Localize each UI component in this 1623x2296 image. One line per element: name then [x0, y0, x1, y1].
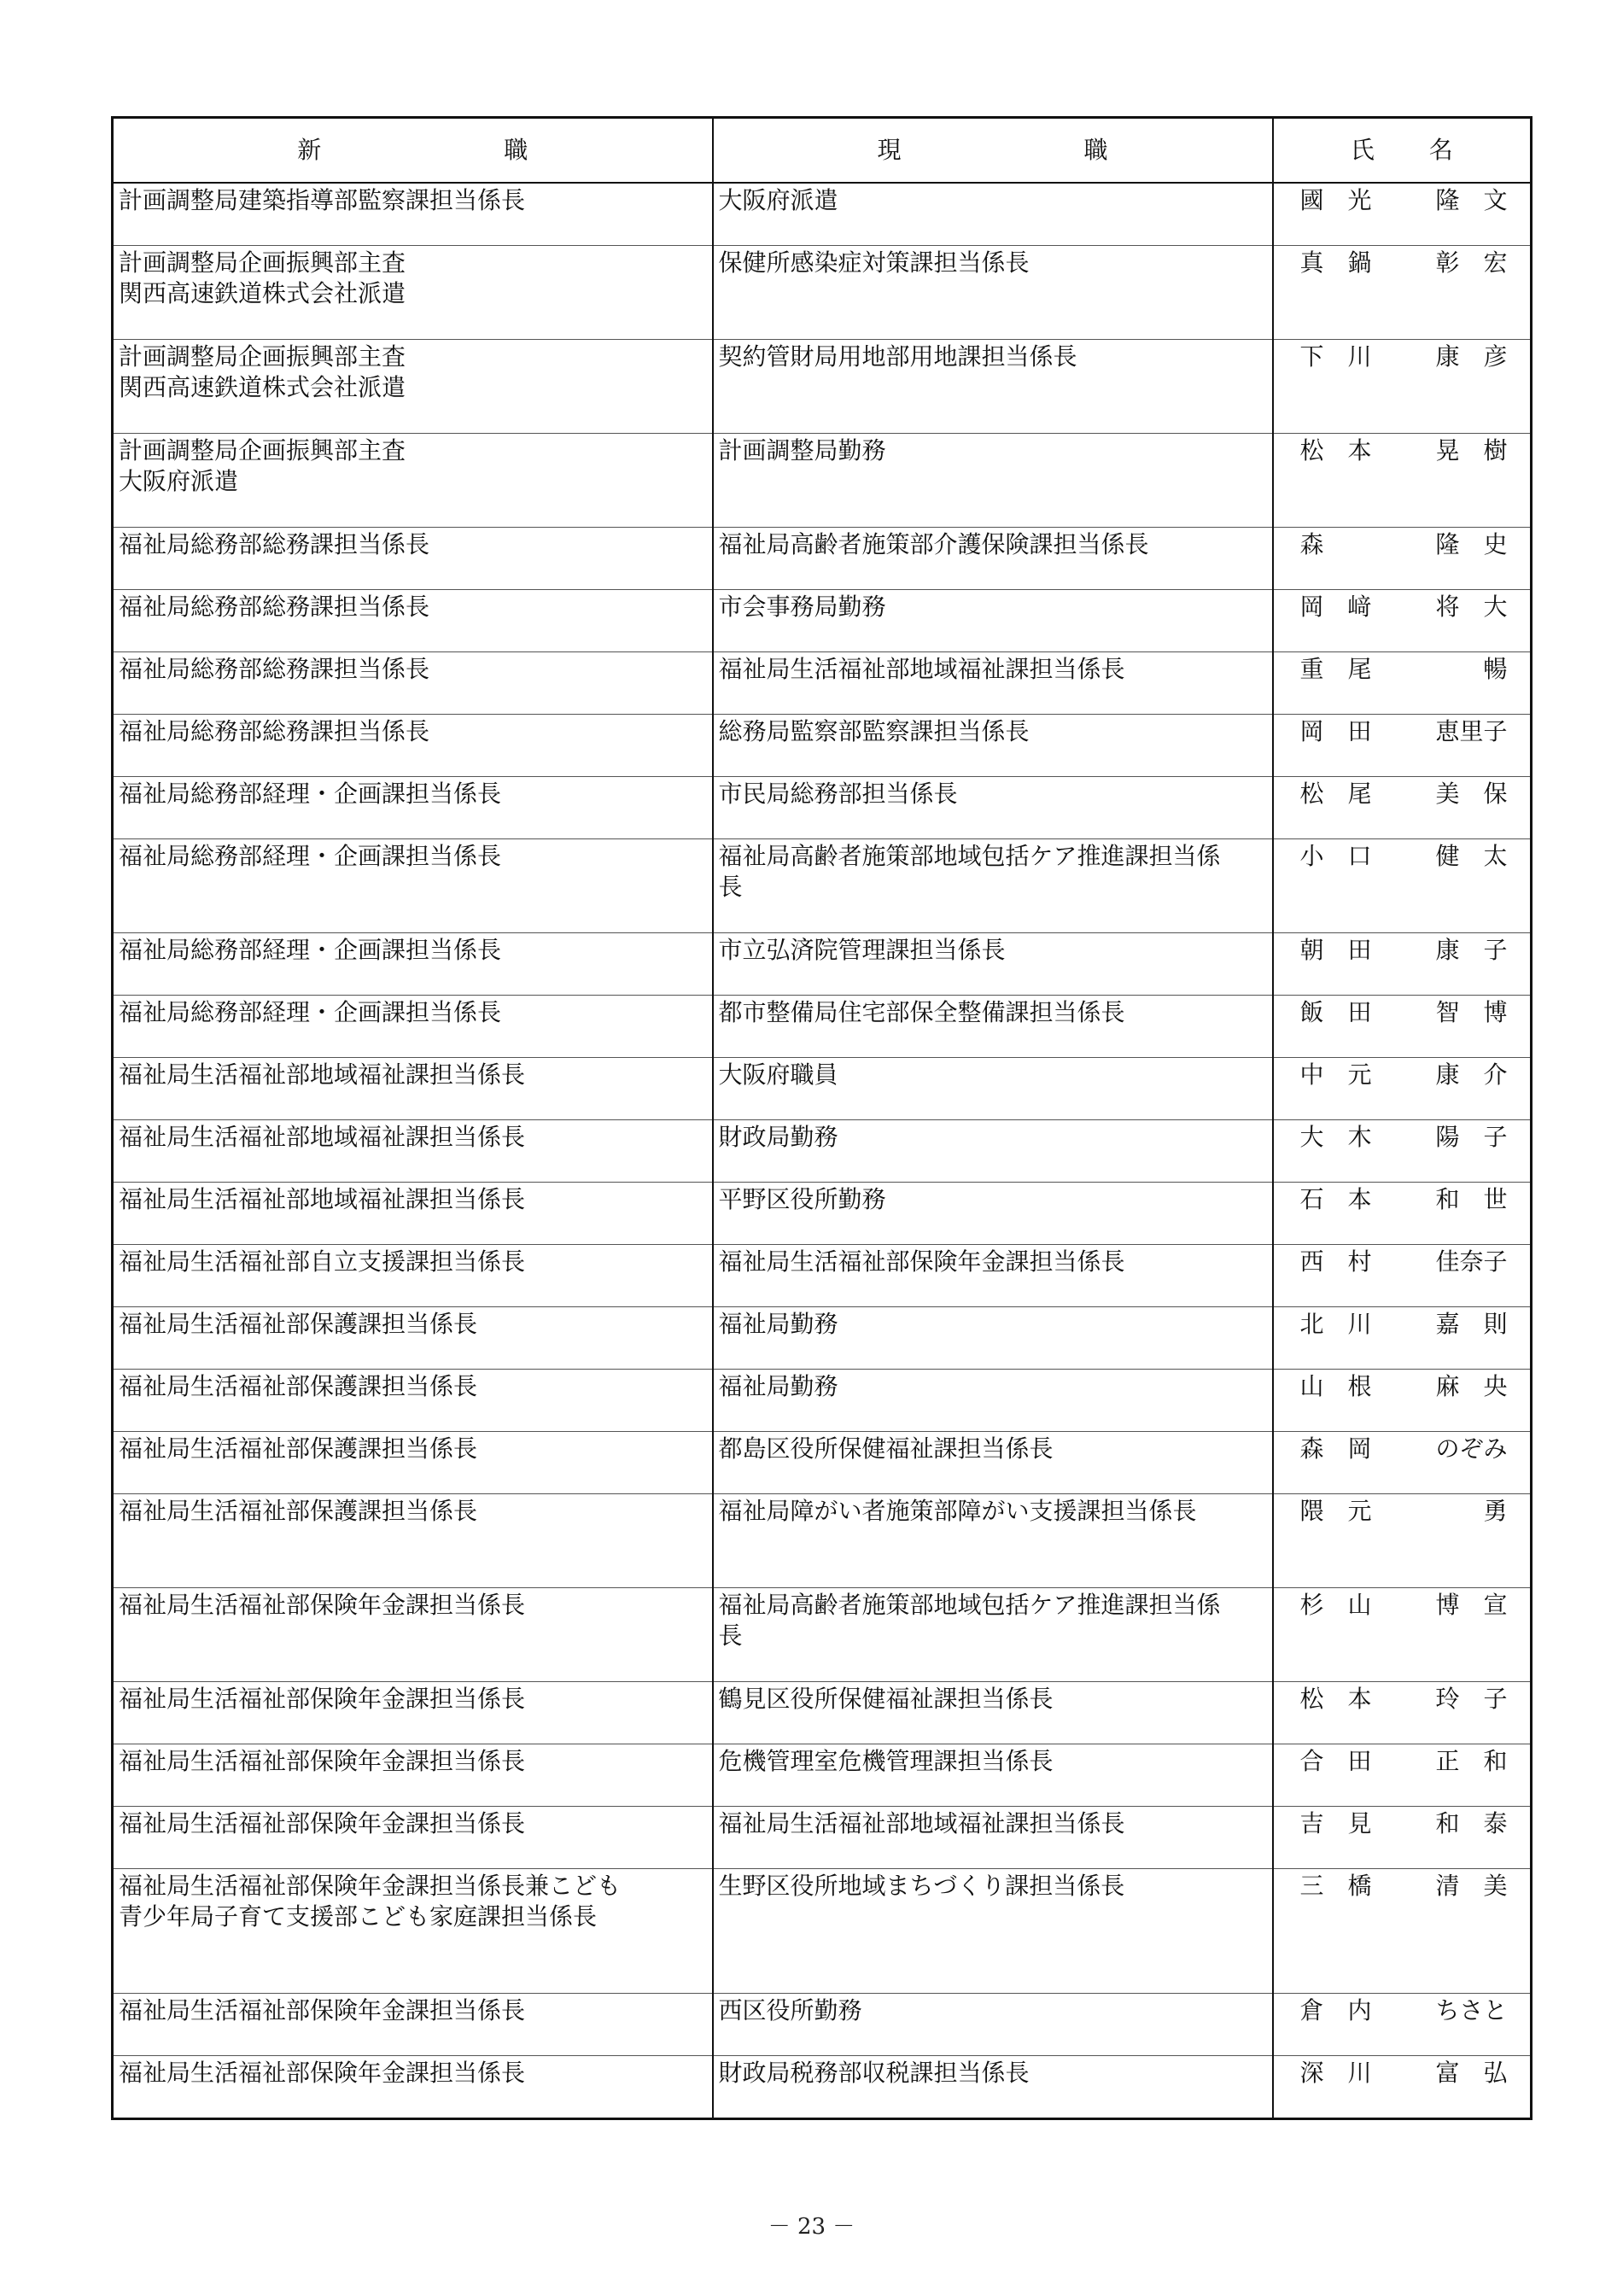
name-cell: [1273, 996, 1532, 1058]
new-position-text: 福祉局総務部経理・企画課担当係長: [119, 998, 502, 1026]
table-row: [113, 434, 1532, 528]
new-position-cell: [113, 1994, 713, 2056]
table-row: [113, 933, 1532, 996]
table-row: [113, 652, 1532, 715]
family-name: 三 橋: [1299, 1872, 1372, 1900]
name-cell: [1273, 777, 1532, 839]
current-position-text: 鶴見区役所保健福祉課担当係長: [718, 1685, 1054, 1713]
family-name: 岡 田: [1299, 717, 1372, 745]
new-position-text: 福祉局生活福祉部保険年金課担当係長兼こども 青少年局子育て支援部こども家庭課担当係長: [119, 1872, 622, 1931]
new-position-cell: [113, 1432, 713, 1494]
given-name: 康 介: [1435, 1060, 1508, 1089]
current-position-cell: [713, 2056, 1273, 2119]
new-position-cell: [113, 246, 713, 340]
table-row: [113, 1494, 1532, 1588]
family-name: 大 木: [1299, 1123, 1372, 1151]
family-name: 西 村: [1299, 1247, 1372, 1276]
family-name: 森: [1299, 530, 1324, 558]
current-position-text: 危機管理室危機管理課担当係長: [718, 1747, 1054, 1775]
current-position-text: 福祉局勤務: [718, 1310, 838, 1338]
current-position-text: 市会事務局勤務: [718, 593, 886, 621]
family-name: 松 本: [1299, 436, 1372, 464]
header-name: [1273, 118, 1532, 184]
name-cell: [1273, 933, 1532, 996]
header-current-position-char-1: 現: [877, 136, 902, 164]
current-position-cell: [713, 590, 1273, 652]
current-position-cell: [713, 528, 1273, 590]
current-position-cell: [713, 1245, 1273, 1307]
new-position-cell: [113, 839, 713, 933]
new-position-cell: [113, 1245, 713, 1307]
name-cell: [1273, 2056, 1532, 2119]
new-position-text: 福祉局総務部経理・企画課担当係長: [119, 936, 502, 964]
new-position-cell: [113, 996, 713, 1058]
current-position-cell: [713, 1370, 1273, 1432]
new-position-text: 福祉局生活福祉部保護課担当係長: [119, 1372, 478, 1400]
current-position-text: 福祉局高齢者施策部地域包括ケア推進課担当係 長: [718, 842, 1221, 901]
name-cell: [1273, 1994, 1532, 2056]
given-name: 陽 子: [1435, 1123, 1508, 1151]
new-position-text: 福祉局生活福祉部保険年金課担当係長: [119, 1685, 526, 1713]
name-cell: [1273, 1807, 1532, 1869]
new-position-text: 福祉局総務部総務課担当係長: [119, 717, 430, 745]
current-position-text: 市立弘済院管理課担当係長: [718, 936, 1006, 964]
name-cell: [1273, 1120, 1532, 1183]
given-name: 智 博: [1435, 998, 1508, 1026]
new-position-text: 福祉局生活福祉部保護課担当係長: [119, 1497, 478, 1525]
table-row: [113, 839, 1532, 933]
name-cell: [1273, 1370, 1532, 1432]
current-position-cell: [713, 1058, 1273, 1120]
new-position-cell: [113, 590, 713, 652]
table-row: [113, 246, 1532, 340]
name-cell: [1273, 652, 1532, 715]
table-row: [113, 1744, 1532, 1807]
table-row: [113, 1869, 1532, 1994]
new-position-cell: [113, 1370, 713, 1432]
table-row: [113, 1058, 1532, 1120]
new-position-cell: [113, 1307, 713, 1370]
current-position-cell: [713, 1869, 1273, 1994]
current-position-text: 福祉局高齢者施策部介護保険課担当係長: [718, 530, 1149, 558]
name-cell: [1273, 1494, 1532, 1588]
family-name: 山 根: [1299, 1372, 1372, 1400]
name-cell: [1273, 590, 1532, 652]
current-position-text: 福祉局生活福祉部地域福祉課担当係長: [718, 655, 1125, 683]
name-cell: [1273, 1307, 1532, 1370]
family-name: 岡 﨑: [1299, 593, 1372, 621]
new-position-cell: [113, 1869, 713, 1994]
new-position-text: 福祉局総務部経理・企画課担当係長: [119, 780, 502, 808]
new-position-text: 福祉局生活福祉部保険年金課担当係長: [119, 1591, 526, 1619]
current-position-cell: [713, 996, 1273, 1058]
current-position-cell: [713, 1432, 1273, 1494]
family-name: 國 光: [1299, 186, 1372, 214]
given-name: 富 弘: [1435, 2059, 1508, 2087]
family-name: 飯 田: [1299, 998, 1372, 1026]
new-position-text: 福祉局生活福祉部地域福祉課担当係長: [119, 1185, 526, 1213]
given-name: 佳奈子: [1435, 1247, 1508, 1276]
new-position-text: 福祉局生活福祉部保護課担当係長: [119, 1310, 478, 1338]
family-name: 石 本: [1299, 1185, 1372, 1213]
new-position-cell: [113, 1494, 713, 1588]
current-position-cell: [713, 777, 1273, 839]
name-cell: [1273, 839, 1532, 933]
new-position-text: 福祉局生活福祉部保険年金課担当係長: [119, 1809, 526, 1837]
current-position-cell: [713, 715, 1273, 777]
header-name-char-2: 名: [1428, 136, 1453, 164]
new-position-cell: [113, 1807, 713, 1869]
new-position-text: 福祉局生活福祉部保険年金課担当係長: [119, 2059, 526, 2087]
new-position-cell: [113, 340, 713, 434]
new-position-cell: [113, 528, 713, 590]
current-position-cell: [713, 652, 1273, 715]
header-current-position: [713, 118, 1273, 184]
given-name: 清 美: [1435, 1872, 1508, 1900]
family-name: 隈 元: [1299, 1497, 1372, 1525]
family-name: 松 本: [1299, 1685, 1372, 1713]
given-name: 健 太: [1435, 842, 1508, 870]
table-row: [113, 1183, 1532, 1245]
current-position-text: 財政局勤務: [718, 1123, 838, 1151]
new-position-cell: [113, 777, 713, 839]
new-position-text: 福祉局総務部経理・企画課担当係長: [119, 842, 502, 870]
header-new-position: [113, 118, 713, 184]
family-name: 松 尾: [1299, 780, 1372, 808]
new-position-cell: [113, 1682, 713, 1744]
current-position-text: 財政局税務部収税課担当係長: [718, 2059, 1030, 2087]
given-name: 麻 央: [1435, 1372, 1508, 1400]
family-name: 吉 見: [1299, 1809, 1372, 1837]
given-name: 玲 子: [1435, 1685, 1508, 1713]
name-cell: [1273, 1432, 1532, 1494]
given-name: 正 和: [1435, 1747, 1508, 1775]
new-position-text: 福祉局総務部総務課担当係長: [119, 530, 430, 558]
given-name: 康 子: [1435, 936, 1508, 964]
current-position-text: 市民局総務部担当係長: [718, 780, 958, 808]
current-position-cell: [713, 1588, 1273, 1682]
new-position-text: 福祉局総務部総務課担当係長: [119, 655, 430, 683]
new-position-cell: [113, 933, 713, 996]
new-position-text: 福祉局生活福祉部保護課担当係長: [119, 1434, 478, 1463]
given-name: 将 大: [1435, 593, 1508, 621]
family-name: 倉 内: [1299, 1996, 1372, 2024]
page-number: － 23 －: [768, 2214, 855, 2240]
family-name: 小 口: [1299, 842, 1372, 870]
current-position-text: 都島区役所保健福祉課担当係長: [718, 1434, 1054, 1463]
given-name: ちさと: [1435, 1996, 1508, 2024]
table-header-row: [113, 118, 1532, 184]
new-position-text: 福祉局生活福祉部地域福祉課担当係長: [119, 1123, 526, 1151]
current-position-text: 福祉局勤務: [718, 1372, 838, 1400]
given-name: 嘉 則: [1435, 1310, 1508, 1338]
family-name: 中 元: [1299, 1060, 1372, 1089]
current-position-cell: [713, 1994, 1273, 2056]
new-position-cell: [113, 652, 713, 715]
new-position-cell: [113, 434, 713, 528]
current-position-text: 都市整備局住宅部保全整備課担当係長: [718, 998, 1125, 1026]
current-position-cell: [713, 1307, 1273, 1370]
given-name: 暢: [1483, 655, 1508, 683]
new-position-text: 福祉局生活福祉部保険年金課担当係長: [119, 1996, 526, 2024]
family-name: 重 尾: [1299, 655, 1372, 683]
current-position-cell: [713, 1807, 1273, 1869]
table-row: [113, 2056, 1532, 2119]
current-position-text: 保健所感染症対策課担当係長: [718, 248, 1030, 277]
current-position-text: 福祉局障がい者施策部障がい支援課担当係長: [718, 1497, 1197, 1525]
table-row: [113, 590, 1532, 652]
name-cell: [1273, 1183, 1532, 1245]
current-position-cell: [713, 1120, 1273, 1183]
new-position-cell: [113, 1058, 713, 1120]
name-cell: [1273, 528, 1532, 590]
table-row: [113, 183, 1532, 246]
current-position-text: 大阪府派遣: [718, 186, 838, 214]
header-new-position-char-1: 新: [297, 136, 322, 164]
name-cell: [1273, 1245, 1532, 1307]
new-position-cell: [113, 1183, 713, 1245]
table-row: [113, 1370, 1532, 1432]
new-position-text: 計画調整局企画振興部主査 大阪府派遣: [119, 436, 406, 495]
table-row: [113, 1120, 1532, 1183]
header-new-position-char-2: 職: [504, 136, 528, 164]
new-position-text: 福祉局生活福祉部保険年金課担当係長: [119, 1747, 526, 1775]
name-cell: [1273, 1058, 1532, 1120]
current-position-cell: [713, 1682, 1273, 1744]
given-name: 和 泰: [1435, 1809, 1508, 1837]
current-position-text: 福祉局生活福祉部地域福祉課担当係長: [718, 1809, 1125, 1837]
family-name: 森 岡: [1299, 1434, 1372, 1463]
current-position-cell: [713, 1183, 1273, 1245]
given-name: 恵里子: [1435, 717, 1508, 745]
family-name: 朝 田: [1299, 936, 1372, 964]
current-position-text: 契約管財局用地部用地課担当係長: [718, 342, 1077, 371]
current-position-text: 福祉局高齢者施策部地域包括ケア推進課担当係 長: [718, 1591, 1221, 1650]
name-cell: [1273, 183, 1532, 246]
current-position-text: 大阪府職員: [718, 1060, 838, 1089]
given-name: 美 保: [1435, 780, 1508, 808]
new-position-text: 計画調整局企画振興部主査 関西高速鉄道株式会社派遣: [119, 248, 406, 307]
current-position-cell: [713, 1494, 1273, 1588]
current-position-cell: [713, 839, 1273, 933]
table-row: [113, 1245, 1532, 1307]
personnel-transfer-table: [111, 116, 1533, 2120]
new-position-text: 計画調整局企画振興部主査 関西高速鉄道株式会社派遣: [119, 342, 406, 401]
current-position-cell: [713, 183, 1273, 246]
current-position-cell: [713, 246, 1273, 340]
table-row: [113, 777, 1532, 839]
table-row: [113, 1807, 1532, 1869]
given-name: 勇: [1483, 1497, 1508, 1525]
new-position-text: 福祉局総務部総務課担当係長: [119, 593, 430, 621]
current-position-cell: [713, 1744, 1273, 1807]
table-row: [113, 715, 1532, 777]
family-name: 下 川: [1299, 342, 1372, 371]
name-cell: [1273, 1744, 1532, 1807]
new-position-cell: [113, 183, 713, 246]
current-position-text: 計画調整局勤務: [718, 436, 886, 464]
table-row: [113, 528, 1532, 590]
family-name: 深 川: [1299, 2059, 1372, 2087]
name-cell: [1273, 1869, 1532, 1994]
current-position-cell: [713, 340, 1273, 434]
current-position-text: 平野区役所勤務: [718, 1185, 886, 1213]
header-current-position-char-2: 職: [1083, 136, 1108, 164]
table-row: [113, 340, 1532, 434]
family-name: 真 鍋: [1299, 248, 1372, 277]
current-position-cell: [713, 434, 1273, 528]
given-name: 隆 史: [1435, 530, 1508, 558]
new-position-cell: [113, 1744, 713, 1807]
new-position-cell: [113, 2056, 713, 2119]
given-name: 隆 文: [1435, 186, 1508, 214]
given-name: 博 宣: [1435, 1591, 1508, 1619]
current-position-text: 生野区役所地域まちづくり課担当係長: [718, 1872, 1125, 1900]
current-position-text: 西区役所勤務: [718, 1996, 862, 2024]
name-cell: [1273, 434, 1532, 528]
given-name: 彰 宏: [1435, 248, 1508, 277]
table-row: [113, 1682, 1532, 1744]
family-name: 杉 山: [1299, 1591, 1372, 1619]
family-name: 北 川: [1299, 1310, 1372, 1338]
name-cell: [1273, 340, 1532, 434]
new-position-text: 計画調整局建築指導部監察課担当係長: [119, 186, 526, 214]
current-position-cell: [713, 933, 1273, 996]
current-position-text: 総務局監察部監察課担当係長: [718, 717, 1030, 745]
new-position-cell: [113, 1120, 713, 1183]
new-position-text: 福祉局生活福祉部自立支援課担当係長: [119, 1247, 526, 1276]
given-name: 和 世: [1435, 1185, 1508, 1213]
table-row: [113, 1307, 1532, 1370]
current-position-text: 福祉局生活福祉部保険年金課担当係長: [718, 1247, 1125, 1276]
table-row: [113, 1432, 1532, 1494]
table-row: [113, 1994, 1532, 2056]
given-name: のぞみ: [1435, 1434, 1508, 1463]
table-row: [113, 1588, 1532, 1682]
family-name: 合 田: [1299, 1747, 1372, 1775]
given-name: 康 彦: [1435, 342, 1508, 371]
header-name-char-1: 氏: [1350, 136, 1375, 164]
new-position-cell: [113, 715, 713, 777]
new-position-cell: [113, 1588, 713, 1682]
name-cell: [1273, 715, 1532, 777]
name-cell: [1273, 246, 1532, 340]
given-name: 晃 樹: [1435, 436, 1508, 464]
new-position-text: 福祉局生活福祉部地域福祉課担当係長: [119, 1060, 526, 1089]
name-cell: [1273, 1682, 1532, 1744]
table-row: [113, 996, 1532, 1058]
name-cell: [1273, 1588, 1532, 1682]
